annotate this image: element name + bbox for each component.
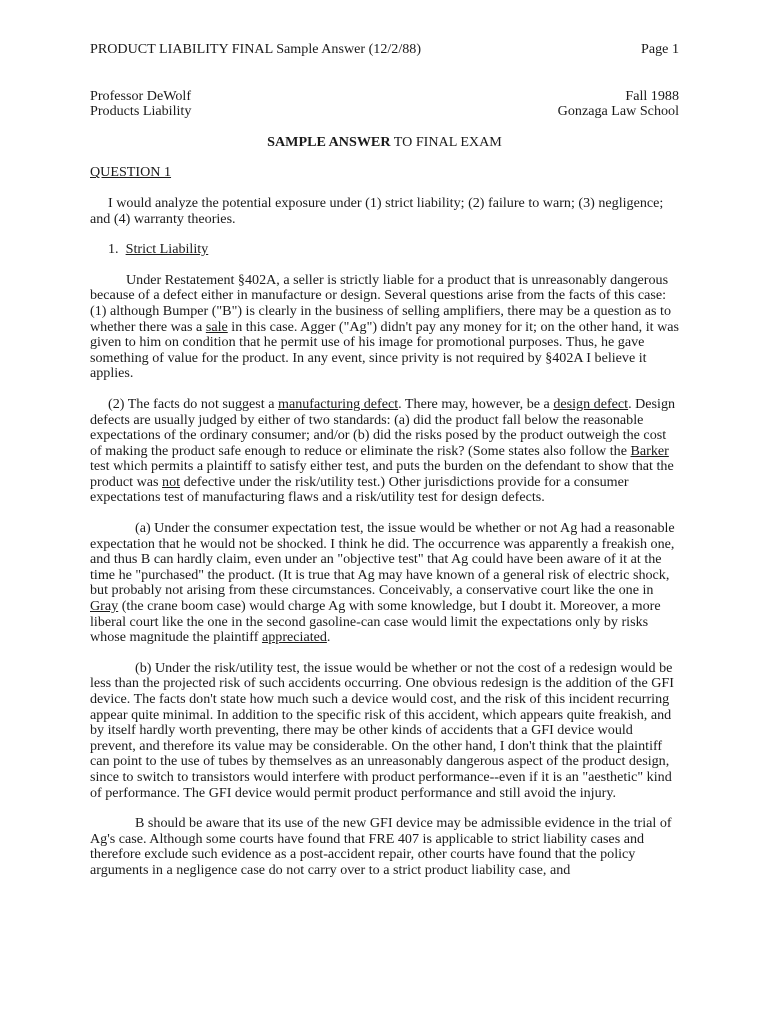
underlined-term: not (162, 473, 181, 490)
underlined-term: Barker (630, 442, 669, 459)
header-title: PRODUCT LIABILITY FINAL Sample Answer (12/2/88) (90, 41, 422, 57)
document-page (90, 42, 679, 879)
document-title-bold: SAMPLE ANSWER (267, 133, 391, 150)
page-number: Page 1 (641, 41, 679, 57)
professor-name: Professor DeWolf (90, 87, 192, 104)
document-title-rest: TO FINAL EXAM (390, 133, 502, 150)
paragraph-consumer-expectation: (a) Under the consumer expectation test, the issue would be whether or not Ag had a reasonable expectation that he would not be shocked. I think he did. The occurrence was apparently a freakish one, and thus B can hardly claim, even under an "objective test" that Ag could have been aware of it at the time he "purchased" the product. (It is true that Ag may have known of a general risk of electric shock, but probably not arising from these circumstances. Conceivably, a conservative court like the one in Gray (the crane boom case) would charge Ag with some knowledge, but I doubt it. Moreover, a more liberal court like the one in the second gasoline-can case would limit the expectations only by risks whose magnitude the plaintiff appreciated. (90, 520, 675, 646)
paragraph-design-defect: (2) The facts do not suggest a manufacturing defect. There may, however, be a design defect. Design defects are usually judged by either of two standards: (a) did the product fall below the reasonable expectations of the ordinary consumer; and/or (b) did the risks posed by the product outweigh the cost of making the product safe enough to reduce or eliminate the risk? (Some states also follow the Barker test which permits a plaintiff to satisfy either test, and puts the burden on the defendant to show that the product was not defective under the risk/utility test.) Other jurisdictions provide for a consumer expectations test of manufacturing flaws and a risk/utility test for design defects. (90, 395, 676, 506)
page-header (90, 42, 679, 58)
paragraph-risk-utility: (b) Under the risk/utility test, the issue would be whether or not the cost of a redesign would be less than the projected risk of such accidents occurring. One obvious redesign is the addition of the GFI device. The facts don't state how much such a device would cost, and the risk of this incident recurring appear quite minimal. In addition to the specific risk of this accident, which appears quite freakish, and by itself hardly worth preventing, there may be other kinds of accidents that a GFI device would prevent, and therefore its value may be considerable. On the other hand, I don't think that the plaintiff can point to the use of tubes by themselves as an unreasonably dangerous aspect of the product design, since to switch to transistors would interfere with product performance--even if it is an "aesthetic" kind of performance. The GFI device would permit product performance and still avoid the injury. (90, 659, 674, 801)
section-heading-strict-liability: 1. Strict Liability (108, 241, 209, 258)
underlined-term: Gray (90, 598, 119, 615)
underlined-term: manufacturing defect (278, 395, 399, 412)
paragraph-gfi-evidence: B should be aware that its use of the new GFI device may be admissible evidence in the trial of Ag's case. Although some courts have found that FRE 407 is applicable to strict liability cases and therefore exclude such evidence as a post-accident repair, other courts have found that the policy arguments in a negligence case do not carry over to a strict product liability case, and (90, 815, 672, 878)
paragraph-402a: Under Restatement §402A, a seller is strictly liable for a product that is unreasonably dangerous because of a defect either in manufacture or design. Several questions arise from the facts of this case: (1) although Bumper ("B") is clearly in the business of selling amplifiers, there may be a question as to whether there was a sale in this case. Agger ("Ag") didn't pay any money for it; on the other hand, it was given to him on condition that he permit use of his image for promotional purposes. Thus, he gave something of value for the product. In any event, since privity is not required by §402A I believe it applies. (90, 271, 679, 382)
course-info (90, 89, 679, 120)
underlined-term: appreciated (261, 629, 327, 646)
intro-paragraph: I would analyze the potential exposure under (1) strict liability; (2) failure to warn; (3) negligence; and (4) warranty theories. (90, 194, 664, 227)
course-name: Products Liability (90, 103, 192, 120)
underlined-term: design defect (553, 395, 629, 412)
underlined-term: sale (205, 318, 228, 335)
document-title (90, 135, 679, 151)
term: Fall 1988 (625, 87, 679, 104)
school-name: Gonzaga Law School (557, 103, 679, 120)
question-heading: QUESTION 1 (90, 164, 172, 181)
